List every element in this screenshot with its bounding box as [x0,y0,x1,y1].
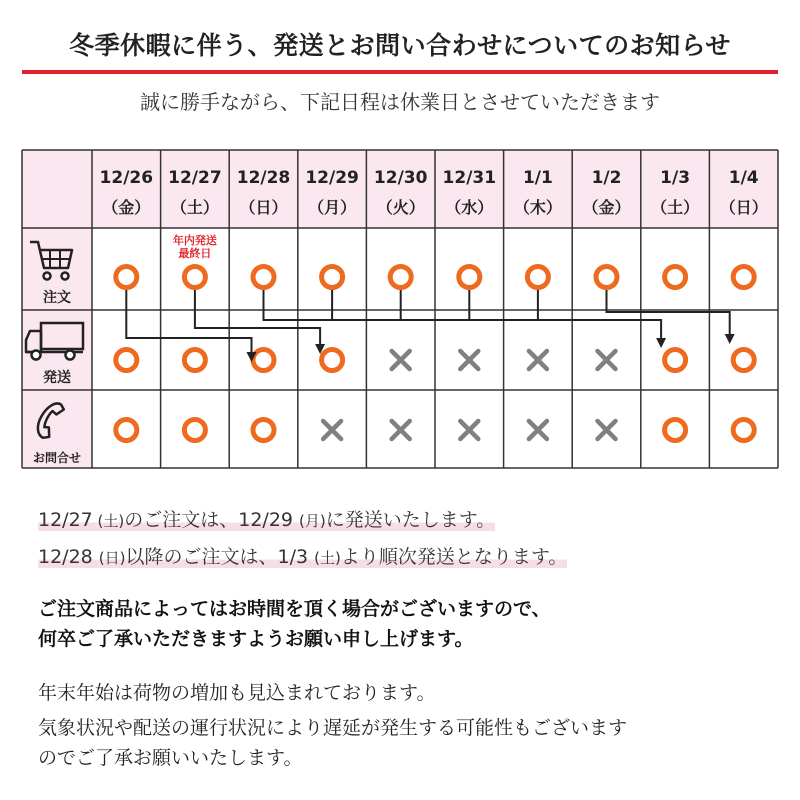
date-header-5: 12/31 [442,168,497,188]
arrow-to-0104-head [725,334,735,344]
available-mark [527,267,548,288]
closed-mark [460,421,478,439]
day-header-0: （金） [102,198,151,217]
note-1227-text: 12/27 (土)のご注文は、12/29 (月)に発送いたします。 [38,509,496,531]
closed-mark [598,421,616,439]
closed-mark [529,351,547,369]
available-mark [253,420,274,441]
date-header-6: 1/1 [522,168,553,188]
row-label-2: お問合せ [32,451,82,465]
bold-notice-line-2: 何卒ご了承いただきますようお願い申し上げます。 [38,628,474,650]
available-mark [184,350,205,371]
available-mark [116,267,137,288]
note-1228-text: 12/28 (日)以降のご注文は、1/3 (土)より順次発送となります。 [38,546,568,568]
date-header-1: 12/27 [168,168,222,188]
deadline-note-line-1: 年内発送 [172,234,217,247]
closed-mark [598,351,616,369]
available-mark [322,350,343,371]
row-label-1: 発送 [43,370,71,386]
arrow-to-0103 [264,290,662,338]
date-header-3: 12/29 [305,168,359,188]
day-header-9: （日） [719,198,768,217]
available-mark [390,267,411,288]
date-header-9: 1/4 [728,168,759,188]
available-mark [253,267,274,288]
deadline-note-line-2: 最終日 [178,247,212,260]
closed-mark [529,421,547,439]
bold-notice-line-1: ご注文商品によってはお時間を頂く場合がございますので、 [38,598,551,620]
available-mark [665,267,686,288]
closing-line-3: のでご了承お願いいたします。 [38,747,303,769]
available-mark [733,350,754,371]
date-header-7: 1/2 [591,168,622,188]
day-header-3: （月） [308,198,357,217]
available-mark [116,420,137,441]
day-header-6: （木） [513,198,562,217]
available-mark [322,267,343,288]
order-note-1228 [38,542,567,569]
order-note-1227 [38,505,495,532]
date-header-2: 12/28 [236,168,291,188]
closed-mark [392,421,410,439]
available-mark [733,267,754,288]
closing-line-2: 気象状況や配送の運行状況により遅延が発生する可能性もございます [38,717,628,739]
available-mark [733,420,754,441]
date-header-4: 12/30 [373,168,428,188]
day-header-1: （土） [170,198,219,217]
available-mark [459,267,480,288]
day-header-5: （水） [445,198,494,217]
closed-mark [460,351,478,369]
row-label-0: 注文 [43,290,71,306]
day-header-4: （火） [376,198,425,217]
available-mark [184,267,205,288]
available-mark [596,267,617,288]
page-title: 冬季休暇に伴う、発送とお問い合わせについてのお知らせ [69,31,731,60]
day-header-8: （土） [651,198,700,217]
date-header-0: 12/26 [99,168,154,188]
closed-mark [392,351,410,369]
arrow-to-0104 [607,290,730,334]
available-mark [116,350,137,371]
arrow-to-0103-head [656,338,666,348]
available-mark [184,420,205,441]
date-header-8: 1/3 [660,168,691,188]
closing-line-1: 年末年始は荷物の増加も見込まれております。 [38,682,436,704]
available-mark [665,350,686,371]
label-column-bg [22,150,92,468]
page-subtitle: 誠に勝手ながら、下記日程は休業日とさせていただきます [140,90,660,114]
arrow-1226-to-1228 [126,290,251,354]
day-header-7: （金） [582,198,631,217]
available-mark [665,420,686,441]
day-header-2: （日） [239,198,288,217]
closed-mark [323,421,341,439]
